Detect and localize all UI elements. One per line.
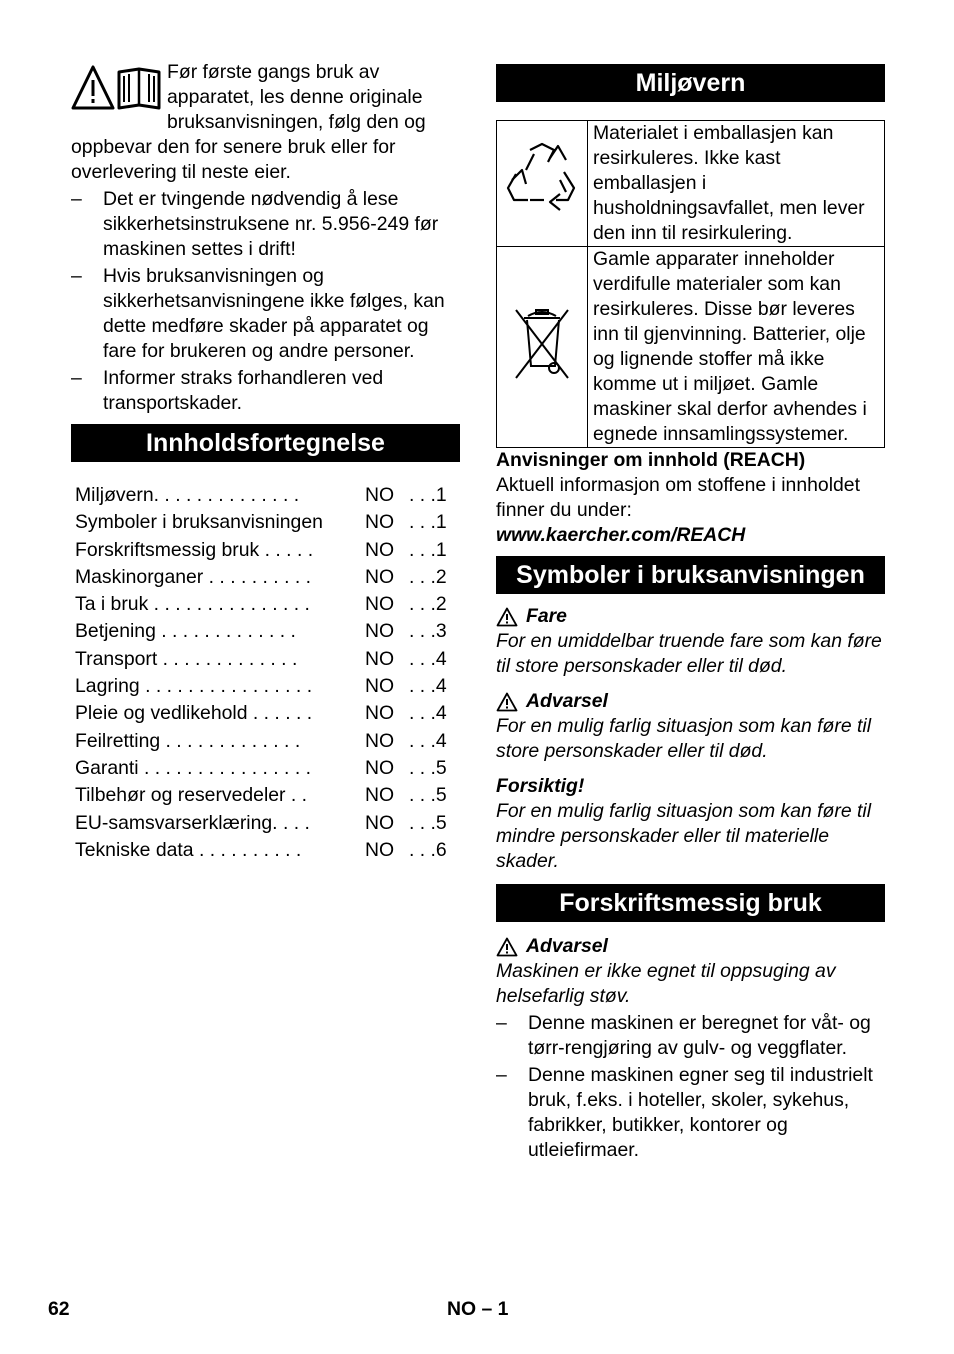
warning-triangle-icon [496, 607, 518, 627]
toc-lang: NO [365, 511, 395, 534]
list-item: – Informer straks forhandleren ved transportskader. [71, 366, 460, 416]
toc-heading: Innholdsfortegnelse [71, 424, 460, 462]
toc-row[interactable] [71, 837, 460, 864]
toc-row[interactable] [71, 509, 460, 536]
env-heading: Miljøvern [496, 64, 885, 102]
toc-lang: NO [365, 675, 395, 698]
fare-heading [496, 604, 885, 629]
env-table [496, 120, 885, 448]
toc-lang: NO [365, 620, 395, 643]
toc-lang: NO [365, 484, 395, 506]
fare-text: For en umiddelbar truende fare som kan føre til store personskader eller til død. [496, 630, 882, 677]
recycle-text: Materialet i emballasjen kan resirkuleres. Ikke kast emballasjen i husholdningsavfallet, men lever den inn til resirkulering. [588, 121, 885, 247]
usage-bullet-list [496, 1011, 885, 1163]
toc-lang: NO [365, 538, 395, 561]
toc-page: . . .2 [409, 593, 447, 616]
toc-title: Tekniske data . . . . . . . . . . [75, 838, 302, 861]
toc-page: . . .4 [409, 702, 447, 725]
list-item: – Det er tvingende nødvendig å lese sikkerhetsinstruksene nr. 5.956-249 før maskinen settes i drift! [71, 187, 460, 262]
toc-row[interactable] [71, 564, 460, 591]
warning-manual-icon [71, 64, 163, 112]
warning-triangle-icon [496, 692, 518, 712]
toc-lang: NO [365, 811, 395, 834]
advarsel-text: For en mulig farlig situasjon som kan føre til store personskader eller til død. [496, 715, 872, 762]
toc-title: Transport . . . . . . . . . . . . . [75, 647, 298, 670]
toc-title: Feilretting . . . . . . . . . . . . . [75, 729, 301, 752]
forsiktig-text: For en mulig farlig situasjon som kan føre til mindre personskader eller til materielle skader. [496, 800, 872, 872]
table-of-contents [71, 482, 460, 864]
toc-page: . . .5 [409, 756, 447, 779]
page-number: 62 [48, 1298, 70, 1320]
toc-row[interactable] [71, 755, 460, 782]
toc-title: EU-samsvarserklæring. . . . [75, 811, 310, 834]
toc-title: Forskriftsmessig bruk . . . . . [75, 538, 314, 561]
usage-advarsel-text: Maskinen er ikke egnet til oppsuging av helsefarlig støv. [496, 960, 836, 1007]
toc-title: Ta i bruk . . . . . . . . . . . . . . . [75, 593, 310, 616]
toc-row[interactable] [71, 591, 460, 618]
toc-page: . . .3 [409, 620, 447, 643]
toc-row[interactable] [71, 618, 460, 645]
advarsel-label: Advarsel [526, 690, 608, 712]
usage-advarsel-heading [496, 934, 885, 959]
toc-lang: NO [365, 729, 395, 752]
toc-page: . . .1 [409, 484, 447, 506]
toc-page: . . .4 [409, 647, 447, 670]
intro-block [71, 60, 460, 185]
toc-title: Betjening . . . . . . . . . . . . . [75, 620, 296, 643]
toc-row[interactable] [71, 673, 460, 700]
list-item: – Denne maskinen er beregnet for våt- og tørr-rengjøring av gulv- og veggflater. [496, 1011, 885, 1061]
forsiktig-heading [496, 774, 885, 799]
toc-lang: NO [365, 565, 395, 588]
toc-row[interactable] [71, 700, 460, 727]
toc-row[interactable] [71, 482, 460, 509]
toc-title: Lagring . . . . . . . . . . . . . . . . [75, 675, 313, 698]
toc-lang: NO [365, 647, 395, 670]
list-item: – Hvis bruksanvisningen og sikkerhetsanvisningene ikke følges, kan dette medføre skader på apparatet og fare for brukeren og andre personer. [71, 264, 460, 364]
toc-row[interactable] [71, 810, 460, 837]
list-item: – Denne maskinen egner seg til industrielt bruk, f.eks. i hoteller, skoler, sykehus, fabrikker, butikker, kontorer og utleiefirmaer. [496, 1063, 885, 1163]
toc-page: . . .4 [409, 675, 447, 698]
recycle-cell [497, 121, 588, 247]
toc-lang: NO [365, 702, 395, 725]
toc-page: . . .2 [409, 565, 447, 588]
symbols-heading: Symboler i bruksanvisningen [496, 556, 885, 594]
intro-bullet-list [71, 187, 460, 416]
intro-text: Før første gangs bruk av apparatet, les denne originale bruksanvisningen, følg den og oppbevar den for senere bruk eller for overlevering til neste eier. [71, 61, 426, 183]
right-column [496, 56, 885, 1163]
fare-label: Fare [526, 605, 567, 627]
toc-title: Tilbehør og reservedeler . . [75, 784, 308, 807]
toc-page: . . .5 [409, 784, 447, 807]
reach-title: Anvisninger om innhold (REACH) [496, 449, 806, 471]
toc-lang: NO [365, 593, 395, 616]
reach-text: Aktuell informasjon om stoffene i innholdet finner du under: [496, 474, 860, 521]
toc-title: Symboler i bruksanvisningen [75, 511, 323, 534]
toc-title: Miljøvern. . . . . . . . . . . . . . [75, 484, 300, 506]
crossed-bin-icon [510, 304, 574, 384]
left-column [71, 60, 460, 864]
recycle-icon [504, 140, 580, 220]
toc-row[interactable] [71, 537, 460, 564]
toc-page: . . .1 [409, 538, 447, 561]
toc-row[interactable] [71, 646, 460, 673]
toc-title: Maskinorganer . . . . . . . . . . [75, 565, 312, 588]
toc-page: . . .5 [409, 811, 447, 834]
toc-title: Garanti . . . . . . . . . . . . . . . . [75, 756, 311, 779]
toc-title: Pleie og vedlikehold . . . . . . [75, 702, 313, 725]
lang-page-indicator: NO – 1 [447, 1298, 509, 1320]
bin-text: Gamle apparater inneholder verdifulle materialer som kan resirkuleres. Disse bør leveres inn til gjenvinning. Batterier, olje og lignende stoffer må ikke komme ut i miljøet. Gamle maskiner skal derfor avhendes i egnede innsamlingssystemer. [588, 247, 885, 448]
toc-page: . . .1 [409, 511, 447, 534]
toc-row[interactable] [71, 728, 460, 755]
advarsel-heading [496, 689, 885, 714]
bin-cell [497, 247, 588, 448]
reach-url[interactable]: www.kaercher.com/REACH [496, 524, 746, 546]
usage-heading: Forskriftsmessig bruk [496, 884, 885, 922]
warning-triangle-icon [496, 937, 518, 957]
toc-page: . . .6 [409, 838, 447, 861]
toc-lang: NO [365, 756, 395, 779]
usage-advarsel-label: Advarsel [526, 935, 608, 957]
toc-row[interactable] [71, 782, 460, 809]
forsiktig-label: Forsiktig! [496, 775, 585, 797]
toc-lang: NO [365, 784, 395, 807]
toc-lang: NO [365, 838, 395, 861]
toc-page: . . .4 [409, 729, 447, 752]
